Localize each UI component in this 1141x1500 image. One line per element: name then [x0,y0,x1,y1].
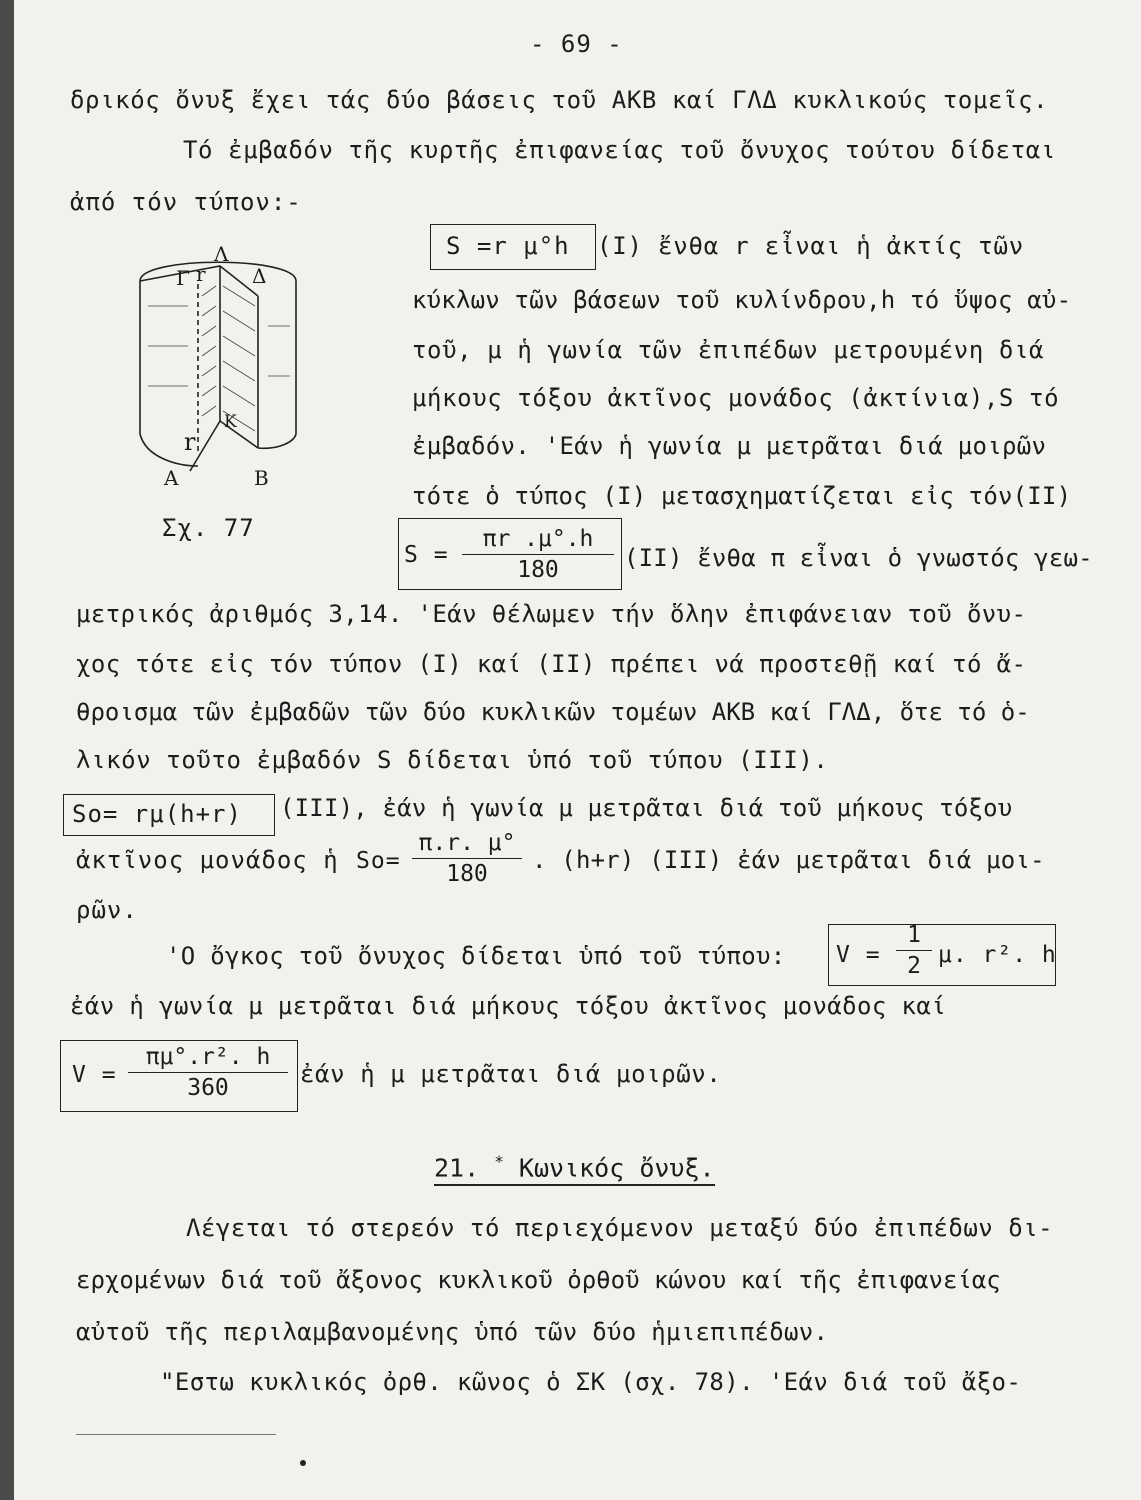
label-gamma: Γ [176,266,190,290]
page-number: - 69 - [530,30,623,58]
text-line-21: Λέγεται τό στερεόν τό περιεχόμενον μεταξύ δύο ἐπιπέδων δι- [186,1214,1054,1242]
text-line-16b: . (h+r) (III) ἐάν μετρᾶται διά μοι- [532,846,1045,874]
formula-4-lhs: So= [356,848,401,874]
text-line-20: ἐάν ἡ μ μετρᾶται διά μοιρῶν. [300,1060,722,1088]
text-line-8: ἐμβαδόν. 'Εάν ἡ γωνία μ μετρᾶται διά μοιρῶν [412,432,1047,460]
fraction-bar [896,950,932,951]
figure-77 [128,236,328,500]
formula-1: S =r μ°h [446,232,570,260]
formula-4-fraction [412,830,522,887]
fraction-bar [462,554,614,555]
page-edge-shadow [0,0,14,1500]
text-line-14: λικόν τοῦτο ἐμβαδόν S δίδεται ὑπό τοῦ τύπου (III). [76,746,829,774]
formula-2-lhs: S = [404,542,449,568]
formula-6-lhs: V = [72,1062,117,1088]
formula-5-lhs: V = [836,942,881,968]
formula-5-denominator: 2 [907,953,921,979]
footer-dot [300,1460,306,1466]
formula-5-numerator: 1 [907,922,921,948]
fraction-bar [128,1072,288,1073]
label-beta: Β [254,466,269,490]
formula-2-fraction [462,526,614,583]
footer-rule [76,1434,276,1435]
formula-6-denominator: 360 [187,1075,229,1101]
section-heading [434,1152,715,1186]
label-alpha: Α [164,466,179,490]
formula-4-numerator: π.r. μ° [418,830,516,856]
text-line-10: (II) ἔνθα π εἶναι ὁ γνωστός γεω- [624,544,1093,572]
label-lambda: Λ [214,242,229,266]
label-r-bottom: r [184,428,196,456]
formula-4-denominator: 180 [446,861,488,887]
label-r-top: r [196,262,206,286]
text-line-18: 'Ο ὄγκος τοῦ ὄνυχος δίδεται ὑπό τοῦ τύπου: [166,942,786,970]
text-line-1: δρικός ὄνυξ ἔχει τάς δύο βάσεις τοῦ ΑΚΒ καί ΓΛΔ κυκλικούς τομεῖς. [70,86,1049,114]
text-line-6: τοῦ, μ ἡ γωνία τῶν ἐπιπέδων μετρουμένη διά [412,336,1045,364]
text-line-12: χος τότε εἰς τόν τύπον (I) καί (II) πρέπει νά προστεθῇ καί τό ἄ- [76,650,1027,678]
cylinder-sector-diagram [128,236,328,496]
label-kappa: K [224,412,237,432]
text-line-24: "Εστω κυκλικός ὀρθ. κῶνος ὁ ΣΚ (σχ. 78). 'Εάν διά τοῦ ἄξο- [160,1368,1022,1396]
fraction-bar [412,858,522,859]
section-title: Κωνικός ὄνυξ. [518,1153,715,1183]
text-line-7: μήκους τόξου ἀκτῖνος μονάδος (ἀκτίνια),S τό [412,384,1060,412]
formula-3: So= rμ(h+r) [72,800,242,828]
text-line-23: αὐτοῦ τῆς περιλαμβανομένης ὑπό τῶν δύο ἡμιεπιπέδων. [76,1318,829,1346]
text-line-13: θροισμα τῶν ἐμβαδῶν τῶν δύο κυκλικῶν τομέων ΑΚΒ καί ΓΛΔ, ὅτε τό ὁ- [76,698,1030,726]
text-line-15: (III), ἐάν ἡ γωνία μ μετρᾶται διά τοῦ μήκους τόξου [280,794,1013,822]
formula-6-numerator: πμ°.r². h [145,1044,271,1070]
text-line-9: τότε ὁ τύπος (I) μετασχηματίζεται εἰς τόν(II) [412,482,1072,510]
section-number: 21. [434,1153,480,1183]
text-line-17: ρῶν. [76,896,138,924]
label-delta: Δ [252,264,267,288]
text-line-11: μετρικός ἀριθμός 3,14. 'Εάν θέλωμεν τήν ὅλην ἐπιφάνειαν τοῦ ὄνυ- [76,600,1027,628]
text-line-2: Τό ἐμβαδόν τῆς κυρτῆς ἐπιφανείας τοῦ ὄνυχος τούτου δίδεται [183,136,1056,164]
formula-5-rhs: μ. r². h [938,942,1057,968]
text-line-3: ἀπό τόν τύπον:- [70,188,302,216]
text-line-4: (I) ἔνθα r εἶναι ἡ ἀκτίς τῶν [597,232,1024,260]
formula-2-denominator: 180 [517,557,559,583]
text-line-5: κύκλων τῶν βάσεων τοῦ κυλίνδρου,h τό ὕψος αὐ- [412,286,1072,314]
figure-caption: Σχ. 77 [162,514,255,542]
bottom-arc-right [258,434,296,448]
section-star: * [494,1152,504,1171]
text-line-16a: ἀκτῖνος μονάδος ἡ [76,846,339,874]
text-line-22: ερχομένων διά τοῦ ἄξονος κυκλικοῦ ὀρθοῦ κώνου καί τῆς ἐπιφανείας [76,1266,1001,1294]
formula-2-numerator: πr .μ°.h [482,526,594,552]
formula-6-fraction [128,1044,288,1101]
formula-5-fraction [896,922,932,979]
text-line-19: ἐάν ἡ γωνία μ μετρᾶται διά μήκους τόξου ἀκτῖνος μονάδος καί [70,992,947,1020]
